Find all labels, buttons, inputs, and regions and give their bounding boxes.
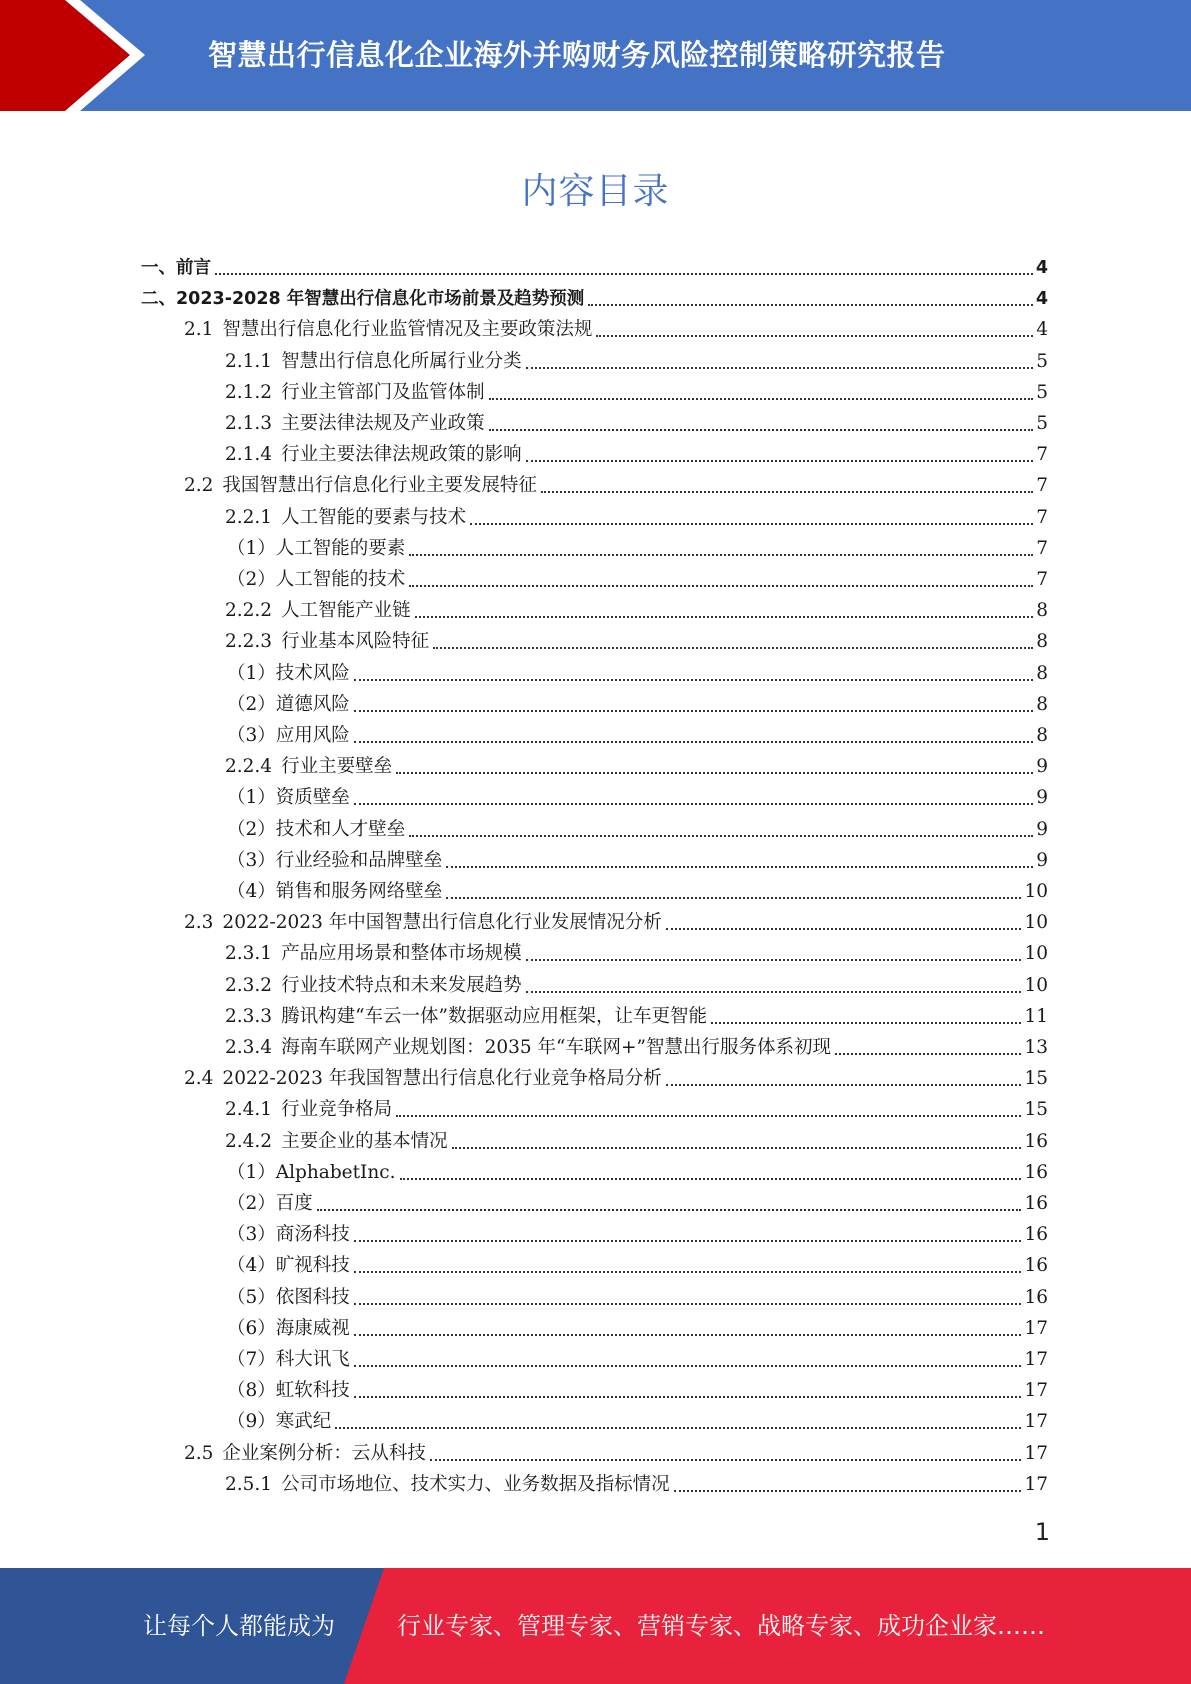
toc-dot-leader — [452, 1146, 1022, 1149]
toc-entry[interactable] — [225, 441, 1048, 469]
toc-dot-leader — [400, 1177, 1022, 1180]
toc-entry-page: 4 — [1035, 289, 1048, 310]
toc-dot-leader — [596, 334, 1033, 337]
toc-dot-leader — [396, 771, 1033, 774]
toc-entry-label: （1）技术风险 — [227, 662, 350, 684]
toc-dot-leader — [354, 1239, 1022, 1242]
toc-entry[interactable] — [227, 1252, 1048, 1280]
toc-dot-leader — [489, 428, 1034, 431]
toc-entry-page: 7 — [1036, 506, 1048, 528]
toc-entry[interactable] — [184, 1065, 1048, 1093]
toc-entry-page: 17 — [1024, 1317, 1048, 1339]
toc-entry-page: 10 — [1024, 881, 1048, 902]
toc-entry-page: 15 — [1024, 1099, 1048, 1121]
toc-dot-leader — [470, 522, 1033, 525]
toc-entry-number: 2.5.1 — [225, 1473, 273, 1495]
toc-dot-leader — [354, 1270, 1022, 1273]
toc-entry-label: （3）商汤科技 — [227, 1224, 350, 1246]
toc-entry[interactable] — [227, 1190, 1048, 1218]
toc-entry[interactable] — [225, 1471, 1048, 1499]
toc-entry-label: 人工智能的要素与技术 — [281, 506, 467, 528]
toc-entry-label: 行业技术特点和未来发展趋势 — [281, 974, 522, 996]
toc-dot-leader — [666, 927, 1022, 930]
toc-entry-number: 2.3.2 — [225, 974, 273, 996]
toc-entry-number: 2.3 — [184, 912, 214, 934]
toc-entry-label: 企业案例分析：云从科技 — [222, 1442, 426, 1464]
toc-entry-number: 2.2.2 — [225, 600, 273, 622]
toc-entry-page: 8 — [1036, 725, 1048, 746]
toc-dot-leader — [409, 584, 1033, 587]
toc-entry[interactable] — [225, 504, 1048, 532]
toc-entry[interactable] — [184, 316, 1048, 344]
toc-entry-page: 17 — [1024, 1473, 1048, 1495]
toc-entry-label: 二、2023-2028 年智慧出行信息化市场前景及趋势预测 — [141, 289, 585, 310]
toc-entry[interactable] — [141, 254, 1048, 282]
toc-dot-leader — [354, 1333, 1022, 1336]
toc-entry[interactable] — [225, 1003, 1048, 1031]
toc-entry-page: 4 — [1035, 258, 1048, 278]
toc-dot-leader — [666, 1083, 1022, 1086]
toc-entry-label: 海南车联网产业规划图：2035 年“车联网+”智慧出行服务体系初现 — [281, 1037, 831, 1058]
toc-entry-page: 16 — [1024, 1161, 1048, 1183]
toc-entry-page: 8 — [1036, 662, 1048, 684]
toc-entry[interactable] — [225, 379, 1048, 407]
toc-dot-leader — [215, 272, 1033, 275]
toc-entry-label: （6）海康威视 — [227, 1317, 350, 1339]
toc-entry-page: 5 — [1036, 350, 1048, 372]
toc-entry-number: 2.1.1 — [225, 350, 273, 372]
toc-entry-label: （2）人工智能的技术 — [227, 569, 406, 590]
toc-dot-leader — [317, 1208, 1022, 1211]
toc-entry[interactable] — [184, 1440, 1048, 1468]
toc-entry-number: 2.2.1 — [225, 506, 273, 528]
toc-entry-number: 2.2.4 — [225, 756, 273, 778]
toc-entry[interactable] — [227, 847, 1048, 875]
toc-entry-page: 17 — [1024, 1349, 1048, 1370]
toc-dot-leader — [588, 303, 1033, 306]
toc-entry-label: （8）虹软科技 — [227, 1380, 350, 1402]
toc-entry[interactable] — [227, 1346, 1048, 1374]
toc-entry-page: 17 — [1024, 1442, 1048, 1464]
toc-entry-label: 产品应用场景和整体市场规模 — [281, 943, 522, 965]
toc-entry-label: 行业主要法律法规政策的影响 — [281, 444, 522, 466]
toc-entry-label: 智慧出行信息化所属行业分类 — [281, 350, 522, 372]
toc-dot-leader — [396, 1114, 1021, 1117]
toc-entry-number: 2.1 — [184, 319, 214, 341]
toc-entry-page: 9 — [1036, 787, 1048, 809]
toc-dot-leader — [415, 615, 1034, 618]
toc-dot-leader — [409, 553, 1033, 556]
toc-entry-label: （2）技术和人才壁垒 — [227, 818, 406, 840]
toc-dot-leader — [446, 896, 1021, 899]
toc-entry-page: 16 — [1024, 1130, 1048, 1152]
toc-entry[interactable] — [225, 628, 1048, 656]
toc-entry-page: 16 — [1024, 1255, 1048, 1277]
toc-entry[interactable] — [225, 597, 1048, 625]
toc-entry[interactable] — [141, 285, 1048, 313]
toc-entry-label: （4）销售和服务网络壁垒 — [227, 881, 443, 902]
toc-entry[interactable] — [225, 940, 1048, 968]
toc-entry[interactable] — [227, 691, 1048, 719]
page-footer — [0, 1568, 1191, 1684]
toc-entry-number: 2.2.3 — [225, 631, 273, 653]
toc-entry[interactable] — [227, 1159, 1048, 1187]
toc-entry-label: （7）科大讯飞 — [227, 1349, 350, 1370]
toc-dot-leader — [526, 958, 1022, 961]
toc-entry[interactable] — [184, 909, 1048, 937]
toc-entry-label: （3）应用风险 — [227, 725, 350, 746]
toc-entry[interactable] — [227, 878, 1048, 906]
toc-entry-number: 2.3.1 — [225, 943, 273, 965]
toc-entry-page: 10 — [1024, 943, 1048, 965]
toc-entry[interactable] — [227, 535, 1048, 563]
toc-dot-leader — [711, 1021, 1021, 1024]
toc-entry-page: 7 — [1036, 537, 1048, 559]
toc-entry-page: 16 — [1024, 1224, 1048, 1246]
toc-entry-label: 智慧出行信息化行业监管情况及主要政策法规 — [222, 319, 593, 341]
toc-entry[interactable] — [227, 566, 1048, 594]
toc-dot-leader — [409, 834, 1033, 837]
toc-entry-page: 5 — [1036, 381, 1048, 403]
toc-entry-label: 行业主管部门及监管体制 — [281, 381, 485, 403]
toc-dot-leader — [446, 865, 1033, 868]
toc-entry-number: 2.4.2 — [225, 1130, 273, 1152]
toc-entry[interactable] — [225, 348, 1048, 376]
toc-entry-label: （4）旷视科技 — [227, 1255, 350, 1277]
toc-entry-page: 5 — [1036, 413, 1048, 434]
document-title: 智慧出行信息化企业海外并购财务风险控制策略研究报告 — [208, 38, 946, 72]
toc-dot-leader — [354, 740, 1033, 743]
toc-entry-page: 13 — [1024, 1037, 1048, 1058]
toc-entry[interactable] — [227, 816, 1048, 844]
toc-entry-page: 16 — [1024, 1286, 1048, 1308]
toc-entry[interactable] — [225, 972, 1048, 1000]
toc-entry-page: 16 — [1024, 1193, 1048, 1214]
toc-entry-number: 2.5 — [184, 1442, 214, 1464]
toc-entry-number: 2.1.4 — [225, 444, 273, 466]
toc-entry[interactable] — [184, 472, 1048, 500]
toc-entry-page: 8 — [1036, 631, 1048, 653]
toc-entry-number: 2.3.4 — [225, 1037, 273, 1058]
toc-entry-page: 10 — [1024, 912, 1048, 934]
toc-entry-page: 9 — [1036, 849, 1048, 871]
toc-dot-leader — [526, 990, 1022, 993]
toc-entry[interactable] — [227, 1377, 1048, 1405]
toc-entry-label: （1）人工智能的要素 — [227, 537, 406, 559]
toc-entry-number: 2.4.1 — [225, 1099, 273, 1121]
toc-entry-label: 2022-2023 年中国智慧出行信息化行业发展情况分析 — [222, 912, 662, 934]
toc-entry-page: 9 — [1036, 818, 1048, 840]
toc-entry-label: （1）资质壁垒 — [227, 787, 350, 809]
toc-dot-leader — [835, 1052, 1021, 1055]
toc-entry[interactable] — [227, 1408, 1048, 1436]
toc-entry-label: 行业基本风险特征 — [281, 631, 430, 653]
toc-entry-label: （2）百度 — [227, 1193, 313, 1214]
toc-entry-label: 腾讯构建“车云一体”数据驱动应用框架，让车更智能 — [281, 1005, 707, 1027]
toc-entry-label: （1）AlphabetInc. — [227, 1161, 396, 1183]
footer-slogan-left: 让每个人都能成为 — [143, 1612, 335, 1640]
toc-dot-leader — [489, 397, 1034, 400]
toc-entry-label: 公司市场地位、技术实力、业务数据及指标情况 — [281, 1473, 670, 1495]
toc-entry-page: 7 — [1036, 475, 1048, 497]
toc-heading: 内容目录 — [521, 171, 670, 212]
toc-entry-number: 2.4 — [184, 1068, 214, 1090]
toc-entry-label: 主要法律法规及产业政策 — [281, 413, 485, 434]
toc-dot-leader — [430, 1458, 1022, 1461]
toc-entry-page: 7 — [1036, 569, 1048, 590]
toc-entry-page: 8 — [1036, 693, 1048, 715]
toc-entry-label: （9）寒武纪 — [227, 1411, 332, 1433]
toc-entry[interactable] — [225, 410, 1048, 438]
toc-entry-label: 人工智能产业链 — [281, 600, 411, 622]
toc-entry-number: 2.3.3 — [225, 1005, 273, 1027]
toc-dot-leader — [335, 1426, 1021, 1429]
toc-dot-leader — [541, 490, 1033, 493]
toc-dot-leader — [433, 646, 1033, 649]
toc-entry-page: 7 — [1036, 444, 1048, 466]
toc-dot-leader — [526, 459, 1034, 462]
toc-entry-page: 17 — [1024, 1380, 1048, 1402]
footer-slogan-right: 行业专家、管理专家、营销专家、战略专家、成功企业家…… — [397, 1612, 1045, 1640]
toc-entry[interactable] — [227, 1284, 1048, 1312]
toc-entry-label: 一、前言 — [141, 258, 211, 278]
toc-entry-label: 2022-2023 年我国智慧出行信息化行业竞争格局分析 — [222, 1068, 662, 1090]
toc-entry[interactable] — [227, 1221, 1048, 1249]
toc-entry-label: 行业竞争格局 — [281, 1099, 393, 1121]
toc-dot-leader — [354, 709, 1033, 712]
toc-entry-page: 15 — [1024, 1068, 1048, 1090]
page-number: 1 — [1034, 1518, 1050, 1546]
toc-entry[interactable] — [225, 1034, 1048, 1062]
toc-dot-leader — [526, 366, 1034, 369]
toc-dot-leader — [354, 678, 1033, 681]
toc-entry-number: 2.2 — [184, 475, 214, 497]
toc-entry-number: 2.1.3 — [225, 413, 273, 434]
toc-entry[interactable] — [227, 784, 1048, 812]
toc-entry[interactable] — [227, 660, 1048, 688]
toc-entry-page: 17 — [1024, 1411, 1048, 1433]
toc-entry[interactable] — [227, 1315, 1048, 1343]
toc-entry-page: 8 — [1036, 600, 1048, 622]
toc-entry-label: 我国智慧出行信息化行业主要发展特征 — [222, 475, 537, 497]
toc-entry-number: 2.1.2 — [225, 381, 273, 403]
toc-entry[interactable] — [225, 1096, 1048, 1124]
toc-entry-page: 10 — [1024, 974, 1048, 996]
toc-dot-leader — [354, 1364, 1022, 1367]
toc-entry[interactable] — [227, 722, 1048, 750]
toc-entry-label: （2）道德风险 — [227, 693, 350, 715]
toc-entry-label: 主要企业的基本情况 — [281, 1130, 448, 1152]
toc-entry-page: 11 — [1024, 1005, 1048, 1027]
toc-dot-leader — [354, 1302, 1022, 1305]
toc-entry-label: （3）行业经验和品牌壁垒 — [227, 849, 443, 871]
toc-dot-leader — [354, 802, 1033, 805]
toc-entry-label: 行业主要壁垒 — [281, 756, 393, 778]
toc-entry-label: （5）依图科技 — [227, 1286, 350, 1308]
toc-entry-page: 9 — [1036, 756, 1048, 778]
toc-entry[interactable] — [225, 753, 1048, 781]
toc-dot-leader — [674, 1489, 1022, 1492]
page-header — [0, 0, 1191, 111]
toc-entry[interactable] — [225, 1128, 1048, 1156]
toc-dot-leader — [354, 1395, 1022, 1398]
toc-entry-page: 4 — [1036, 319, 1048, 341]
header-chevron-decoration — [0, 0, 150, 111]
